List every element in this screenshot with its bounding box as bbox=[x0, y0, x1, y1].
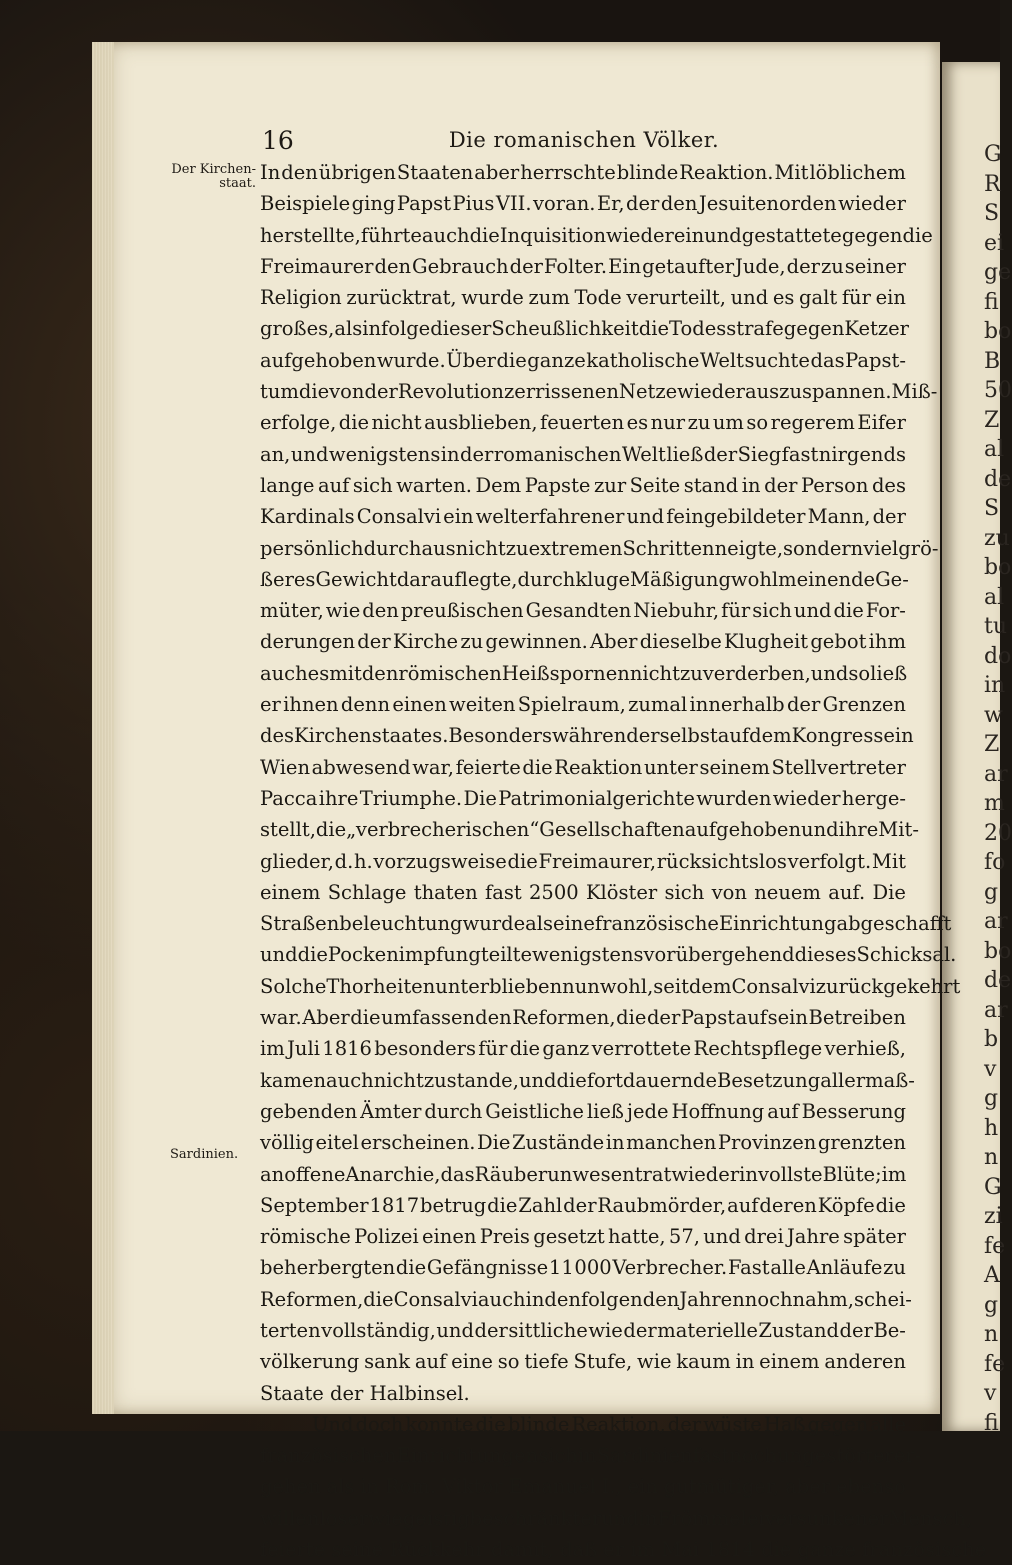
text-line: er ihnen denn einen weiten Spielraum, zumal innerhalb der Grenzen bbox=[260, 693, 906, 717]
next-page-fragment: w bbox=[984, 702, 1003, 728]
next-page-fragment: in bbox=[984, 673, 1006, 698]
text-line: großes, als infolge dieser Scheußlichkeit die Todesstrafe gegen Ketzer bbox=[260, 317, 909, 341]
text-line: des Kirchenstaates. Besonders während er selbst auf dem Kongresse in bbox=[260, 724, 914, 748]
next-page-fragment: g bbox=[984, 1086, 999, 1111]
text-line: feierte seine Rückkehr damit, daß er im Mai 1814 die ganze französische bbox=[260, 1538, 987, 1562]
next-page-fragment: n bbox=[984, 1145, 999, 1170]
next-page-fragment: S bbox=[984, 496, 1000, 521]
next-page-fragment: de bbox=[984, 466, 1012, 492]
next-page-fragment: G bbox=[984, 142, 1002, 167]
text-line: an, und wenigstens in der romanischen Welt ließ der Sieg fast nirgends bbox=[260, 442, 906, 466]
next-page-fragment: ei bbox=[984, 230, 1005, 256]
next-page-fragment: ar bbox=[984, 761, 1008, 787]
sidenote-line: Der Kirchen- bbox=[171, 162, 256, 177]
text-line: völkerung sank auf eine so tiefe Stufe, wie kaum in einem anderen bbox=[260, 1350, 906, 1374]
text-line: im Juli 1816 besonders für die ganz verrottete Rechtspflege verhieß, bbox=[260, 1037, 906, 1061]
text-line: erfolge, die nicht ausblieben, feuerten es nur zu um so regerem Eifer bbox=[260, 411, 906, 435]
sidenote-kirchenstaat bbox=[168, 163, 256, 191]
next-page-fragment: B bbox=[984, 348, 1001, 374]
next-page-fragment: ar bbox=[984, 997, 1008, 1023]
next-page-edge bbox=[942, 62, 1012, 1436]
text-line: müter, wie den preußischen Gesandten Niebuhr, für sich und die For- bbox=[260, 599, 906, 623]
next-page-fragment: ar bbox=[984, 909, 1008, 934]
text-line: Und doch konnte die blinde Reaktion, der wüste Haß gegen alle bbox=[312, 1412, 906, 1436]
text-line: gebenden Ämter durch Geistliche ließ jede Hoffnung auf Besserung bbox=[260, 1099, 906, 1123]
text-line: auch es mit den römischen Heißspornen nicht zu verderben, und so ließ bbox=[260, 661, 908, 685]
text-line: September 1817 betrug die Zahl der Raubmörder, auf deren Köpfe die bbox=[260, 1193, 906, 1217]
text-line: Staate der Halbinsel. bbox=[260, 1381, 470, 1405]
text-line: kamen auch nicht zustande, und die fortdauernde Besetzung aller maß- bbox=[260, 1068, 915, 1092]
text-line: beherbergten die Gefängnisse 11 000 Verbrecher. Fast alle Anläufe zu bbox=[260, 1256, 906, 1280]
next-page-fragment: b bbox=[984, 1027, 999, 1052]
text-line: tum die von der Revolution zerrissenen Netze wieder auszuspannen. Miß- bbox=[260, 380, 938, 404]
text-line: glieder, d. h. vorzugsweise die Freimaurer, rücksichtslos verfolgt. Mit bbox=[260, 849, 906, 873]
next-page-fragment: 20 bbox=[984, 820, 1012, 846]
body-text bbox=[260, 157, 987, 1565]
text-line: herstellte, führte auch die Inquisition wieder ein und gestattete gegen die bbox=[260, 223, 933, 247]
text-line: willenloser wie geistig beschränkter und in Frömmelei versunkener Mensch, bbox=[260, 1506, 973, 1530]
next-page-fragment: fi bbox=[984, 1410, 999, 1436]
text-line: völlig eitel erscheinen. Die Zustände in manchen Provinzen grenzten bbox=[260, 1131, 906, 1155]
next-page-fragment: fe bbox=[984, 1351, 1006, 1377]
text-line: römische Polizei einen Preis gesetzt hatte, 57, und drei Jahre später bbox=[260, 1225, 906, 1249]
next-page-fragment: fo bbox=[984, 850, 1006, 875]
next-page-fragment: de bbox=[984, 968, 1012, 993]
next-page-fragment: tu bbox=[984, 614, 1008, 639]
text-line: an offene Anarchie, das Räuberunwesen trat wieder in vollste Blüte; im bbox=[260, 1162, 907, 1186]
next-page-fragment: n bbox=[984, 1322, 999, 1347]
next-page-fragment: h bbox=[984, 1115, 999, 1141]
next-page-fragment: Z bbox=[984, 407, 1000, 433]
text-line: persönlich durchaus nicht zu extremen Schritten neigte, sondern viel grö- bbox=[260, 536, 939, 560]
next-page-fragment: v bbox=[984, 1381, 997, 1406]
next-page-fragment: G bbox=[984, 1174, 1002, 1200]
next-page-fragment: 50 bbox=[984, 378, 1012, 403]
next-page-fragment: fi bbox=[984, 289, 999, 315]
next-page-fragment: v bbox=[984, 1056, 997, 1082]
next-page-fragment: R bbox=[984, 171, 1001, 197]
text-line: einem Schlage thaten fast 2500 Klöster sich von neuem auf. Die bbox=[260, 880, 906, 904]
text-line: Solche Thorheiten unterblieben nun wohl, seitdem Consalvi zurückgekehrt bbox=[260, 974, 961, 998]
text-line: Freimaurer den Gebrauch der Folter. Ein getaufter Jude, der zu seiner bbox=[260, 254, 906, 278]
text-line: Wien abwesend war, feierte die Reaktion unter seinem Stellvertreter bbox=[260, 755, 906, 779]
text-line: Religion zurücktrat, wurde zum Tode verurteilt, und es galt für ein bbox=[260, 286, 906, 310]
next-page-fragment: S bbox=[984, 201, 1000, 226]
text-line: In den übrigen Staaten aber herrschte blinde Reaktion. Mit löblichem bbox=[260, 161, 906, 184]
text-line: Straßenbeleuchtung wurde als eine französische Einrichtung abgeschafft bbox=[260, 912, 952, 936]
next-page-fragment: bo bbox=[984, 938, 1012, 964]
sidenote-line: staat. bbox=[219, 176, 256, 191]
next-page-fragment: zi bbox=[984, 1204, 1003, 1229]
text-line: gehen als in Rom. Viktor Emanuel I., ein gutmütiger, aber ebenso bbox=[260, 1475, 906, 1499]
next-page-fragment: do bbox=[984, 643, 1012, 669]
running-title: Die romanischen Völker. bbox=[448, 128, 720, 152]
text-line: Beispiele ging Papst Pius VII. voran. Er, der den Jesuitenorden wieder bbox=[260, 192, 906, 216]
next-page-fragment: m bbox=[984, 791, 1005, 816]
text-line: Kardinals Consalvi ein welterfahrener und feingebildeter Mann, der bbox=[260, 505, 906, 529]
next-page-fragment: ge bbox=[984, 260, 1012, 285]
next-page-fragment: al bbox=[984, 584, 1005, 610]
text-line: französischen Einrichtungen sich in Sardinien fast noch ungestörter er- bbox=[260, 1444, 922, 1468]
next-page-fragment: zu bbox=[984, 525, 1010, 551]
page-edges bbox=[92, 42, 114, 1414]
next-page-fragment: g bbox=[984, 1292, 999, 1318]
next-page-fragment: fe bbox=[984, 1233, 1006, 1259]
text-line: lange auf sich warten. Dem Papste zur Seite stand in der Person des bbox=[260, 473, 906, 497]
text-line: terten vollständig, und der sittliche wie der materielle Zustand der Be- bbox=[260, 1318, 906, 1342]
sidenote-sardinien: Sardinien. bbox=[170, 1147, 239, 1162]
text-line: ßeres Gewicht darauf legte, durch kluge Mäßigung wohlmeinende Ge- bbox=[260, 567, 909, 591]
text-line: stellt, die „verbrecherischen“ Gesellschaften aufgehoben und ihre Mit- bbox=[260, 818, 919, 842]
text-line: Reformen, die Consalvi auch in den folgenden Jahren noch nahm, schei- bbox=[260, 1287, 912, 1311]
page-header bbox=[262, 124, 906, 158]
text-line: und die Pockenimpfung teilte wenigstens vorübergehend dieses Schicksal. bbox=[260, 943, 957, 967]
page-number: 16 bbox=[262, 126, 294, 155]
text-line: Pacca ihre Triumphe. Die Patrimonialgerichte wurden wieder herge- bbox=[260, 786, 906, 810]
next-page-fragment: g bbox=[984, 879, 999, 905]
next-page-fragment: bo bbox=[984, 319, 1012, 344]
text-line: aufgehoben wurde. Über die ganze katholische Welt suchte das Papst- bbox=[260, 348, 906, 372]
text-line: war. Aber die umfassenden Reformen, die der Papst auf sein Betreiben bbox=[260, 1006, 906, 1030]
next-page-fragment: A bbox=[984, 1263, 1000, 1288]
next-page-fragment: bo bbox=[984, 555, 1012, 580]
text-line: derungen der Kirche zu gewinnen. Aber dieselbe Klugheit gebot ihm bbox=[260, 630, 906, 654]
next-page-fragment: Z bbox=[984, 732, 1000, 757]
next-page-fragment: al bbox=[984, 437, 1005, 462]
